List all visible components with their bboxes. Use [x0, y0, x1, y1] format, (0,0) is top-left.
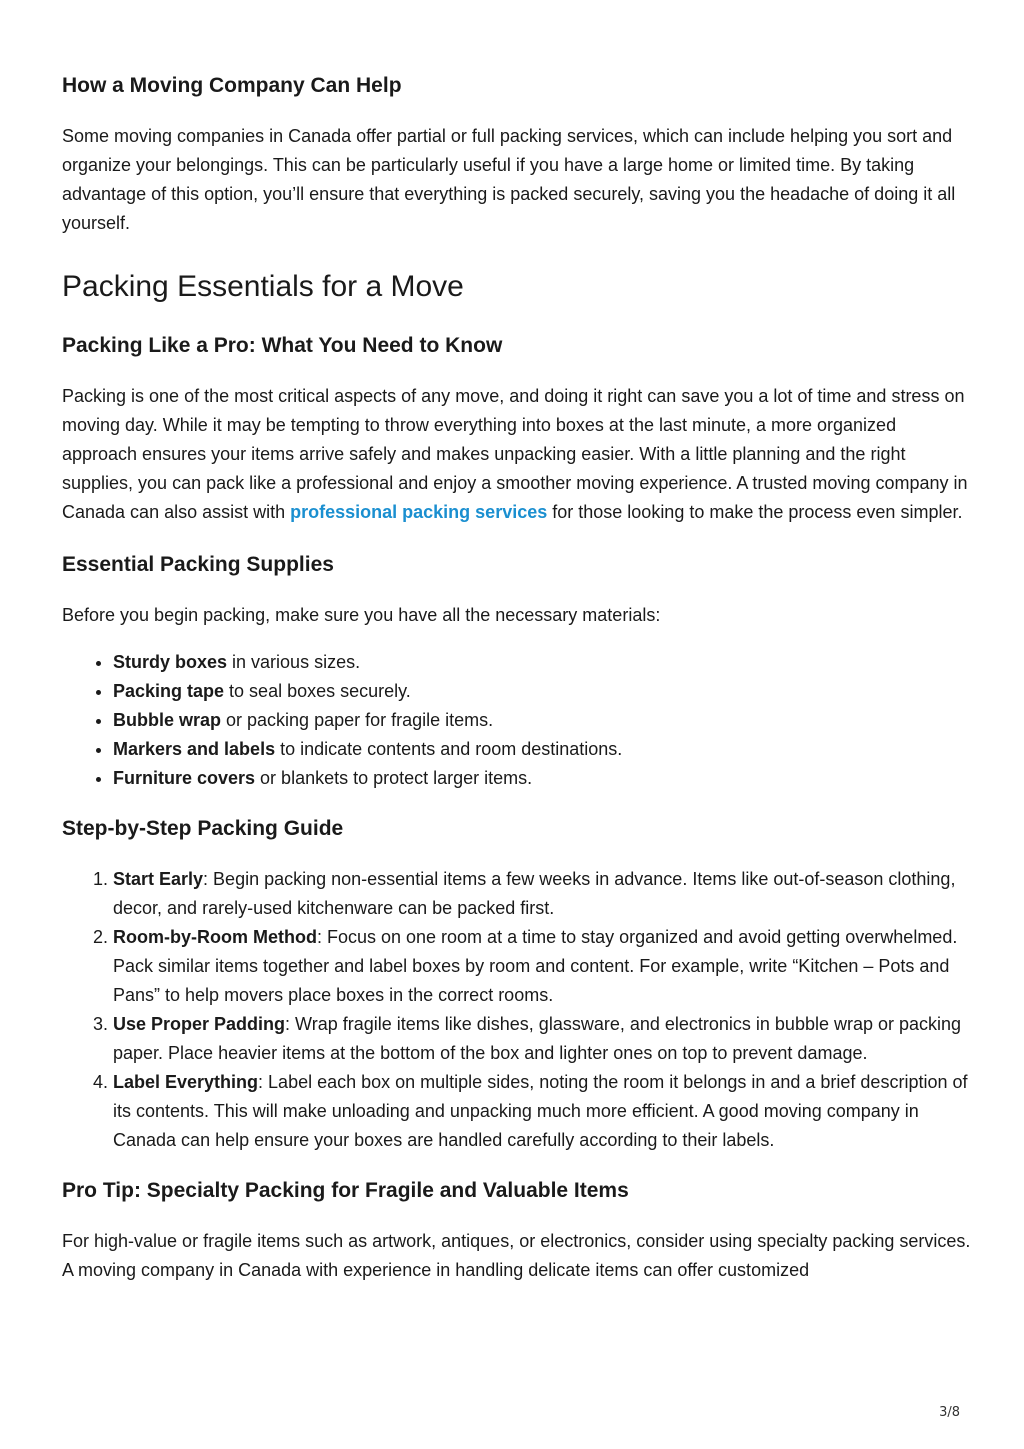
list-item-bold: Start Early: [113, 869, 204, 889]
pro-paragraph-text-after: for those looking to make the process even simpler.: [547, 502, 963, 522]
list-item: [113, 1010, 972, 1068]
list-item-text: to indicate contents and room destinations.: [275, 739, 623, 759]
section-heading-tip: Pro Tip: Specialty Packing for Fragile and Valuable Items: [62, 1179, 629, 1202]
section-heading-help: How a Moving Company Can Help: [62, 74, 402, 97]
document-page: [62, 0, 972, 1285]
list-item: [113, 648, 972, 677]
supplies-intro: Before you begin packing, make sure you have all the necessary materials:: [62, 605, 661, 625]
list-item-text: : Wrap fragile items like dishes, glassware, and electronics in bubble wrap or packing paper. Place heavier items at the bottom of the box and lighter ones on top to prevent damage.: [113, 1014, 962, 1063]
list-item-bold: Room-by-Room Method: [113, 927, 317, 947]
supplies-list: [62, 648, 972, 793]
tip-paragraph: For high-value or fragile items such as artwork, antiques, or electronics, consider using specialty packing services. A moving company in Canada with experience in handling delicate items can offer customized: [62, 1231, 971, 1280]
list-item: [113, 706, 972, 735]
main-heading-essentials: Packing Essentials for a Move: [62, 270, 464, 303]
list-item: [113, 677, 972, 706]
pro-paragraph: [62, 382, 972, 527]
list-item-text: : Focus on one room at a time to stay organized and avoid getting overwhelmed. Pack similar items together and label boxes by room and content. For example, write “Kitchen – Pots and Pans” to help movers place boxes in the correct rooms.: [113, 927, 958, 1005]
list-item-bold: Bubble wrap: [113, 710, 222, 730]
list-item: [113, 764, 972, 793]
list-item-bold: Markers and labels: [113, 739, 276, 759]
guide-steps-list: [62, 865, 972, 1155]
section-heading-pro: Packing Like a Pro: What You Need to Know: [62, 334, 503, 357]
list-item: [113, 923, 972, 1010]
list-item-bold: Label Everything: [113, 1072, 259, 1092]
section-heading-guide: Step-by-Step Packing Guide: [62, 817, 344, 840]
page-number: 3/8: [939, 1405, 960, 1420]
list-item-bold: Use Proper Padding: [113, 1014, 286, 1034]
list-item-text: to seal boxes securely.: [224, 681, 411, 701]
professional-packing-services-link[interactable]: professional packing services: [290, 502, 548, 522]
help-paragraph: Some moving companies in Canada offer partial or full packing services, which can include helping you sort and organize your belongings. This can be particularly useful if you have a large home or limited time. By taking advantage of this option, you’ll ensure that everything is packed securely, saving you the headache of doing it all yourself.: [62, 126, 956, 233]
list-item-text: or blankets to protect larger items.: [255, 768, 533, 788]
section-heading-supplies: Essential Packing Supplies: [62, 553, 334, 576]
list-item-bold: Packing tape: [113, 681, 225, 701]
list-item-text: or packing paper for fragile items.: [221, 710, 494, 730]
list-item-text: : Label each box on multiple sides, noting the room it belongs in and a brief description of its contents. This will make unloading and unpacking much more efficient. A good moving company in Canada can help ensure your boxes are handled carefully according to their labels.: [113, 1072, 968, 1150]
list-item: [113, 865, 972, 923]
list-item-text: in various sizes.: [227, 652, 361, 672]
list-item-text: : Begin packing non-essential items a few weeks in advance. Items like out-of-season clothing, decor, and rarely-used kitchenware can be packed first.: [113, 869, 956, 918]
pro-paragraph-text-before: Packing is one of the most critical aspects of any move, and doing it right can save you a lot of time and stress on moving day. While it may be tempting to throw everything into boxes at the last minute, a more organized approach ensures your items arrive safely and makes unpacking easier. With a little planning and the right supplies, you can pack like a professional and enjoy a smoother moving experience. A trusted moving company in Canada can also assist with: [62, 386, 968, 522]
list-item-bold: Furniture covers: [113, 768, 256, 788]
list-item: [113, 1068, 972, 1155]
list-item-bold: Sturdy boxes: [113, 652, 228, 672]
list-item: [113, 735, 972, 764]
